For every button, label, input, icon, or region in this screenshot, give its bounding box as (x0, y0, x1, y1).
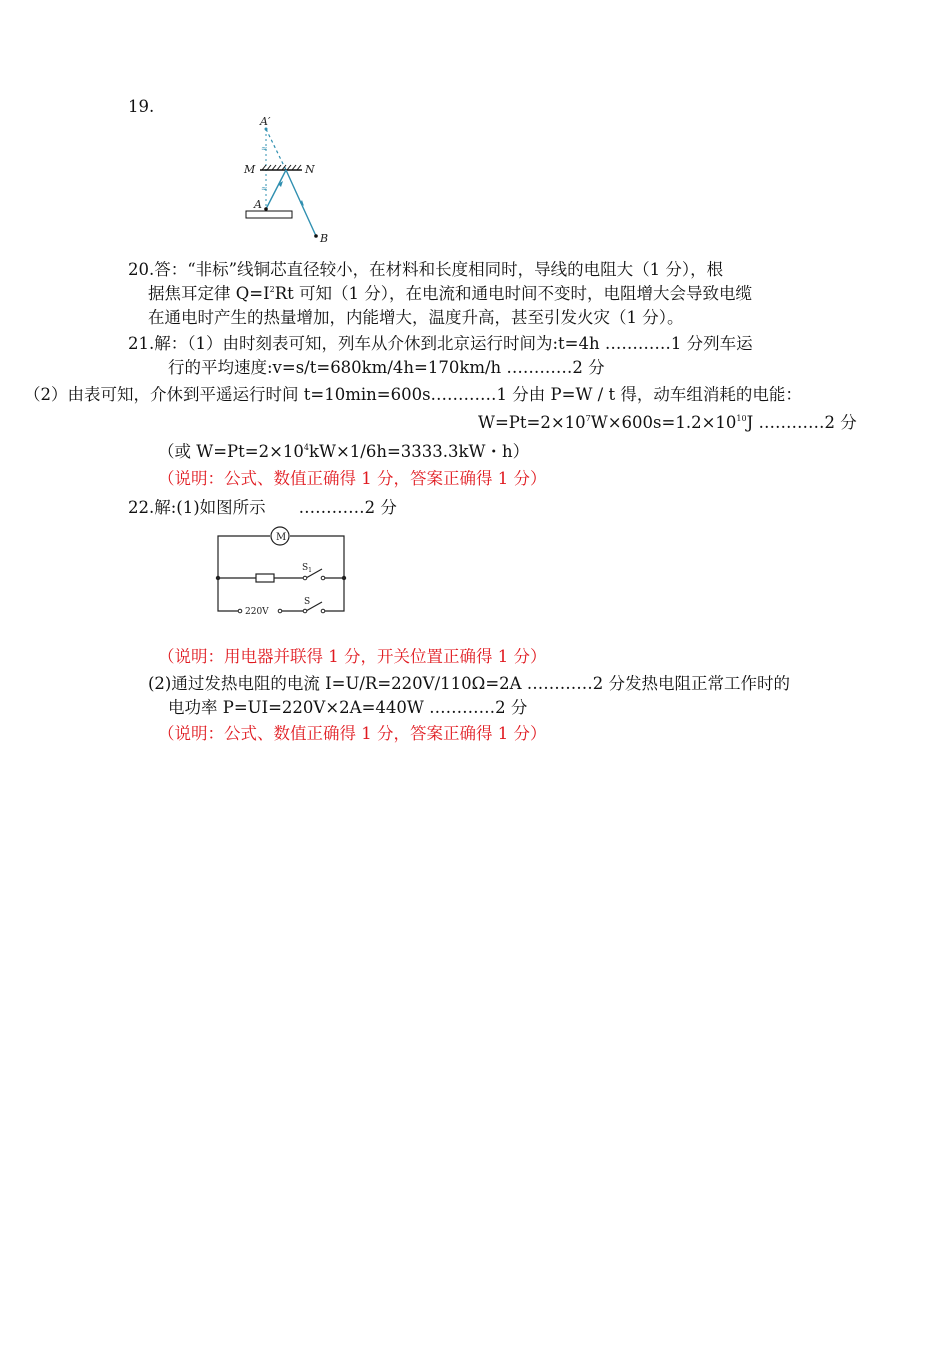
object-plate (246, 211, 292, 218)
q22-line-1: 22.解:(1)如图所示 …………2 分 (128, 498, 397, 517)
q21-line-5: （或 $W=Pt=2\times 10^4kW\times 1/6h=3333.3kW$・h） (158, 442, 530, 461)
q22-line-2: (2)通过发热电阻的电流 I=U/R=220V/110Ω=2A …………2 分发热电阻正常工作时的 (148, 674, 791, 693)
label-b: B (320, 232, 329, 245)
point-a (264, 207, 268, 211)
q21-line-4: $W=Pt=2\times 10^7W\times 600s=1.2\times 10^{10}J$ …………2 分 (478, 413, 857, 432)
svg-text:≈: ≈ (261, 184, 268, 193)
mirror-reflection-figure (238, 115, 338, 245)
q21-line-3: （2）由表可知，介休到平遥运行时间 t=10min=600s…………1 分由 P=W / t 得，动车组消耗的电能： (24, 385, 802, 404)
label-a-prime: A′ (260, 115, 271, 128)
q22-scoring-note-1: （说明：用电器并联得 1 分，开关位置正确得 1 分） (158, 647, 547, 666)
parallel-circuit-diagram (212, 525, 352, 617)
motor-label: M (276, 532, 287, 543)
incident-ray (266, 170, 286, 209)
label-m: M (244, 163, 256, 176)
switch-s-label: S (304, 597, 311, 607)
point-b (314, 234, 318, 238)
q22-line-3: 电功率 P=UI=220V×2A=440W …………2 分 (168, 698, 528, 717)
voltage-label: 220V (245, 607, 269, 617)
q20-line-1: 20.答：“非标”线铜芯直径较小，在材料和长度相同时，导线的电阻大（1 分），根 (128, 260, 724, 279)
question-number-19: 19. (128, 97, 155, 116)
switch-s1-label: $S_1$ (302, 563, 312, 574)
q22-scoring-note-2: （说明：公式、数值正确得 1 分，答案正确得 1 分） (158, 724, 547, 743)
q21-line-2: 行的平均速度:v=s/t=680km/4h=170km/h …………2 分 (168, 358, 605, 377)
q20-line-3: 在通电时产生的热量增加，内能增大，温度升高，甚至引发火灾（1 分）。 (148, 308, 684, 327)
heating-resistor (256, 574, 274, 582)
q20-line-2: 据焦耳定律 $Q=I^2Rt$ 可知（1 分），在电流和通电时间不变时，电阻增大会导致电缆 (148, 284, 753, 303)
svg-text:≈: ≈ (261, 144, 268, 153)
virtual-ray-dashed (266, 129, 286, 170)
label-a: A (254, 198, 262, 211)
q21-scoring-note: （说明：公式、数值正确得 1 分，答案正确得 1 分） (158, 469, 547, 488)
label-n: N (305, 163, 315, 176)
q21-line-1: 21.解：（1）由时刻表可知，列车从介休到北京运行时间为:t=4h …………1 分列车运 (128, 334, 753, 353)
